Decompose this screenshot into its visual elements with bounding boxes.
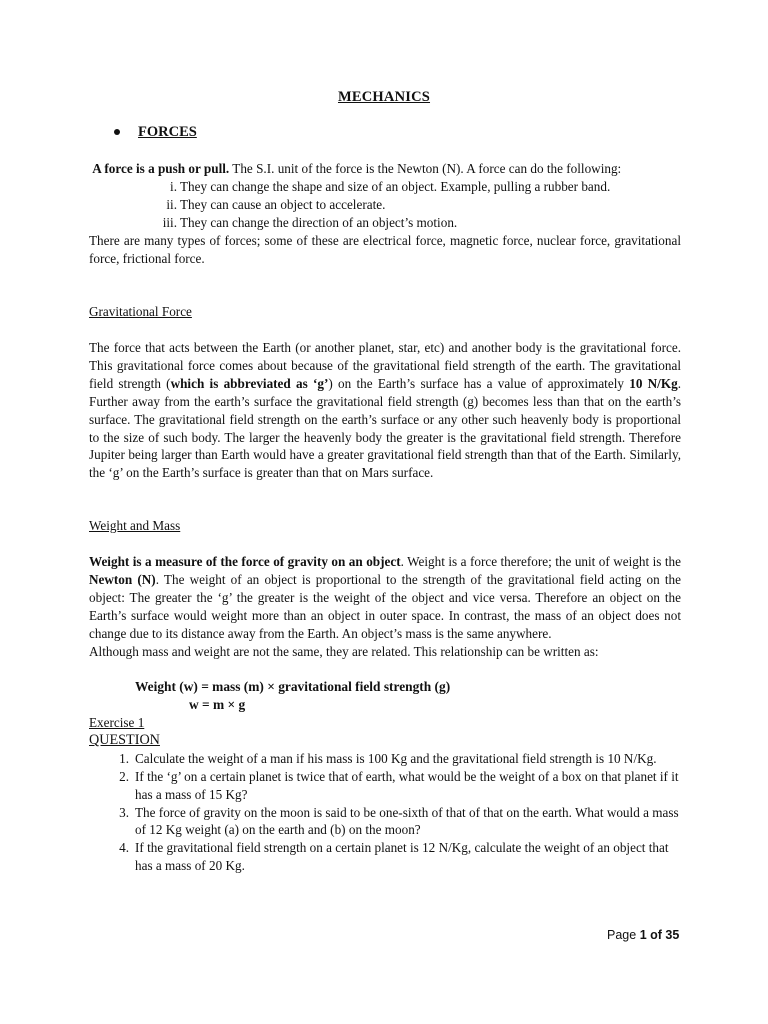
list-item: 3. The force of gravity on the moon is said to be one-sixth of that of that on the earth. What would a mass of 12 Kg weight (a) on the earth and (b) on the moon? — [119, 804, 679, 838]
list-item: 4. If the gravitational field strength on a certain planet is 12 N/Kg, calculate the weight of an object that has a mass of 20 Kg. — [119, 840, 669, 874]
of-word: of — [650, 928, 662, 942]
weight-heading: Weight and Mass — [89, 518, 181, 533]
list-item: 1. Calculate the weight of a man if his mass is 100 Kg and the gravitational field strength is 10 N/Kg. — [119, 750, 657, 766]
formula-weight-long: Weight (w) = mass (m) × gravitational field strength (g) — [135, 679, 451, 694]
list-item: ii. They can cause an object to accelerate. — [166, 196, 386, 212]
gravitational-heading: Gravitational Force — [89, 304, 192, 319]
question-label: QUESTION — [89, 731, 160, 748]
page-current: 1 — [639, 928, 647, 942]
relationship-paragraph: Although mass and weight are not the same, they are related. This relationship can be written as: — [89, 643, 599, 659]
force-effects-list — [89, 178, 681, 232]
intro-bold-lead: A force is a push or pull. — [92, 161, 230, 176]
formula-weight-short: w = m × g — [189, 697, 246, 712]
page-footer — [607, 928, 679, 942]
gravitational-block — [89, 339, 681, 482]
intro-block — [89, 160, 681, 267]
exercise-block — [89, 714, 681, 875]
gravitational-paragraph: The force that acts between the Earth (or another planet, star, etc) and another body is the gravitational force. This gravitational force comes about because of the gravitational field strength of the earth. The gravitational field strength (which is abbreviated as ‘g’) on the Earth’s surface has a value of approximately 10 N/Kg. Further away from the earth’s surface the gravitational field strength (g) becomes less than that on the earth’s surface. The gravitational field strength on the earth’s surface or any other such heavenly body is proportional to the size of such body. The larger the heavenly body the greater is the gravitational field strength. Therefore Jupiter being larger than Earth would have a greater gravitational field strength than that of the Earth. Similarly, the ‘g’ on the Earth’s surface is greater than that on Mars surface. — [89, 340, 681, 481]
document-title: MECHANICS — [337, 89, 431, 105]
intro-paragraph — [89, 160, 681, 178]
list-item: i. They can change the shape and size of an object. Example, pulling a rubber band. — [170, 178, 611, 194]
list-item: iii. They can change the direction of an object’s motion. — [162, 214, 458, 230]
weight-paragraph: Weight is a measure of the force of gravity on an object. Weight is a force therefore; the unit of weight is the Newton (N). The weight of an object is proportional to the strength of the gravitational field acting on the object: The greater the ‘g’ the greater is the weight of the object and vice versa. Therefore an object on the Earth’s surface would weight more than an object in outer space. In contrast, the mass of an object does not change due to its distance away from the Earth. An object’s mass is the same anywhere. — [89, 554, 681, 641]
exercise-label: Exercise 1 — [89, 715, 145, 730]
bullet-icon — [114, 129, 120, 135]
section-heading-forces — [114, 124, 197, 141]
gravitational-heading-block — [89, 303, 681, 321]
questions-list — [89, 750, 681, 875]
list-item: 2. If the ‘g’ on a certain planet is twice that of earth, what would be the weight of a box on that planet if it has a mass of 15 Kg? — [119, 768, 679, 802]
weight-heading-block — [89, 517, 681, 535]
intro-rest: The S.I. unit of the force is the Newton (N). A force can do the following: — [229, 161, 622, 176]
page-total: 35 — [665, 928, 680, 942]
section-heading-label: FORCES — [138, 124, 197, 140]
weight-block — [89, 553, 681, 660]
types-paragraph: There are many types of forces; some of these are electrical force, magnetic force, nuclear force, gravitational force, frictional force. — [89, 232, 681, 266]
page-word: Page — [607, 928, 637, 942]
